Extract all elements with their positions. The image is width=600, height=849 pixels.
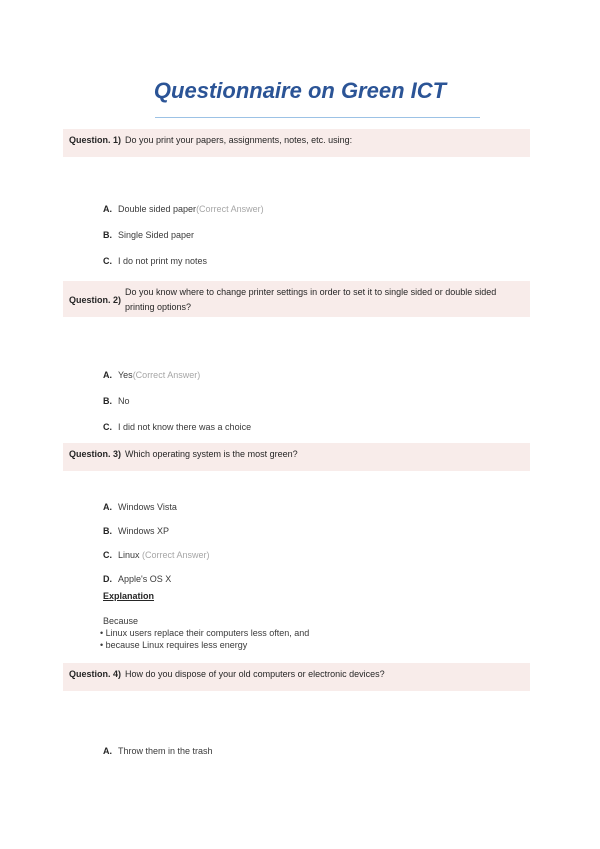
- question-2-header: [63, 281, 530, 317]
- option-row: [103, 501, 533, 513]
- option-text: I do not print my notes: [118, 256, 208, 266]
- explanation-heading: Explanation: [103, 591, 155, 601]
- option-letter: B.: [103, 230, 112, 240]
- option-row: [103, 229, 533, 241]
- option-row: [103, 369, 533, 381]
- option-row: [103, 395, 533, 407]
- explanation-bullet: • because Linux requires less energy: [100, 640, 248, 650]
- question-4-options: [103, 745, 533, 771]
- explanation-bullet: • Linux users replace their computers less often, and: [100, 628, 310, 638]
- question-4-header: [63, 663, 530, 691]
- option-text: No: [118, 396, 130, 406]
- option-letter: D.: [103, 574, 112, 584]
- question-2-text: Do you know where to change printer settings in order to set it to single sided or double sided printing options?: [125, 287, 497, 312]
- question-2-options: [103, 369, 533, 447]
- correct-answer-note: (Correct Answer): [196, 204, 264, 214]
- option-letter: B.: [103, 396, 112, 406]
- option-text: Windows XP: [118, 526, 170, 536]
- option-text: Linux: [118, 550, 140, 560]
- option-text: Yes: [118, 370, 133, 380]
- correct-answer-note: (Correct Answer): [139, 550, 210, 560]
- question-1-text: Do you print your papers, assignments, notes, etc. using:: [125, 135, 353, 145]
- option-row: [103, 255, 533, 267]
- option-row: [103, 745, 533, 757]
- option-letter: C.: [103, 422, 112, 432]
- question-3-label: Question. 3): [69, 449, 122, 459]
- option-row: [103, 549, 533, 561]
- explanation-section: [100, 590, 523, 651]
- question-1-options: [103, 203, 533, 281]
- option-text: Throw them in the trash: [118, 746, 213, 756]
- option-row: [103, 421, 533, 433]
- question-3-header: [63, 443, 530, 471]
- option-letter: A.: [103, 746, 112, 756]
- option-letter: A.: [103, 370, 112, 380]
- option-text: Windows Vista: [118, 502, 177, 512]
- question-3-text: Which operating system is the most green?: [125, 449, 298, 459]
- title-underline: [155, 117, 480, 118]
- option-row: [103, 573, 533, 585]
- option-letter: B.: [103, 526, 112, 536]
- question-4-label: Question. 4): [69, 669, 122, 679]
- question-1-label: Question. 1): [69, 135, 122, 145]
- option-text: Double sided paper: [118, 204, 197, 214]
- option-letter: A.: [103, 204, 112, 214]
- question-2-label: Question. 2): [69, 294, 122, 305]
- option-text: Apple's OS X: [118, 574, 172, 584]
- document-title: Questionnaire on Green ICT: [153, 78, 447, 103]
- option-letter: C.: [103, 256, 112, 266]
- question-3-options: [103, 501, 533, 597]
- option-text: Single Sided paper: [118, 230, 195, 240]
- question-1-header: [63, 129, 530, 157]
- option-row: [103, 203, 533, 215]
- explanation-body: [100, 615, 523, 651]
- option-row: [103, 525, 533, 537]
- option-text: I did not know there was a choice: [118, 422, 252, 432]
- question-4-text: How do you dispose of your old computers or electronic devices?: [125, 669, 385, 679]
- correct-answer-note: (Correct Answer): [132, 370, 201, 380]
- option-letter: A.: [103, 502, 112, 512]
- explanation-intro: Because: [103, 616, 139, 626]
- option-letter: C.: [103, 550, 112, 560]
